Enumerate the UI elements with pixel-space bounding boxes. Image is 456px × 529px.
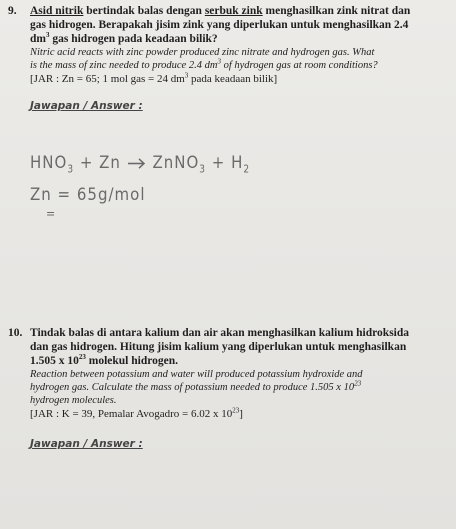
underlined-term: serbuk zink [204,5,263,17]
text-run: molekul hidrogen. [85,355,178,367]
handwritten-equation [30,152,250,176]
malay-line: dan gas hidrogen. Hitung jisim kalium yang diperlukan untuk menghasilkan [30,341,407,353]
jar-note [30,407,448,421]
superscript: 23 [232,406,240,415]
question-body [30,326,448,421]
english-line [30,381,448,394]
hw-text: + H [206,152,244,173]
hw-text: HNO [30,152,68,173]
question-10 [8,326,448,421]
question-number: 10. [8,327,23,339]
question-number: 9. [8,5,17,17]
hw-subscript: 3 [67,164,75,177]
malay-line: gas hidrogen. Berapakah jisim zink yang diperlukan untuk menghasilkan 2.4 [30,19,409,31]
reaction-arrow-icon [127,155,147,171]
malay-line [30,32,448,46]
hw-text: ZnNO [146,152,200,173]
text-run: bertindak balas dengan [83,5,205,17]
text-run: ] [239,408,243,420]
english-line: Nitric acid reacts with zinc powder produced zinc nitrate and hydrogen gas. What [30,47,375,58]
unit: dm [30,33,46,45]
hw-subscript: 3 [199,164,207,177]
superscript: 23 [78,353,86,362]
text-run: of hydrogen gas at room conditions? [220,60,378,71]
handwritten-molar-mass: Zn = 65g/mol [30,184,146,205]
malay-line: Tindak balas di antara kalium dan air akan menghasilkan kalium hidroksida [30,327,410,339]
english-line: Reaction between potassium and water will produced potassium hydroxide and [30,369,363,380]
text-run: menghasilkan zink nitrat dan [262,5,411,17]
hw-text: + Zn [74,152,127,173]
text-run: 1.505 x 10 [30,355,79,367]
text-run: [JAR : Zn = 65; 1 mol gas = 24 dm [30,73,185,85]
text-run: pada keadaan bilik] [188,73,278,85]
text-run: hydrogen gas. Calculate the mass of potassium needed to produce 1.505 x 10 [30,382,355,393]
unit: dm [204,60,218,71]
text-run: gas hidrogen pada keadaan bilik? [49,33,218,45]
text-run: is the mass of zinc needed to produce 2.4 [30,60,205,71]
underlined-term: Asid nitrik [30,5,84,17]
english-line: hydrogen molecules. [30,395,117,406]
malay-line [30,4,448,18]
superscript: 3 [184,71,189,80]
answer-label-10: Jawapan / Answer : [30,438,143,450]
answer-label-9: Jawapan / Answer : [30,100,143,112]
superscript: 3 [45,31,50,40]
jar-note [30,72,448,86]
hw-subscript: 2 [243,164,251,177]
superscript: 23 [354,379,362,388]
text-run: [JAR : K = 39, Pemalar Avogadro = 6.02 x 10 [30,408,233,420]
malay-line [30,354,448,368]
question-9 [8,4,448,86]
superscript: 3 [217,57,221,66]
question-body [30,4,448,86]
english-line [30,59,448,72]
handwritten-equals: = [46,206,57,221]
